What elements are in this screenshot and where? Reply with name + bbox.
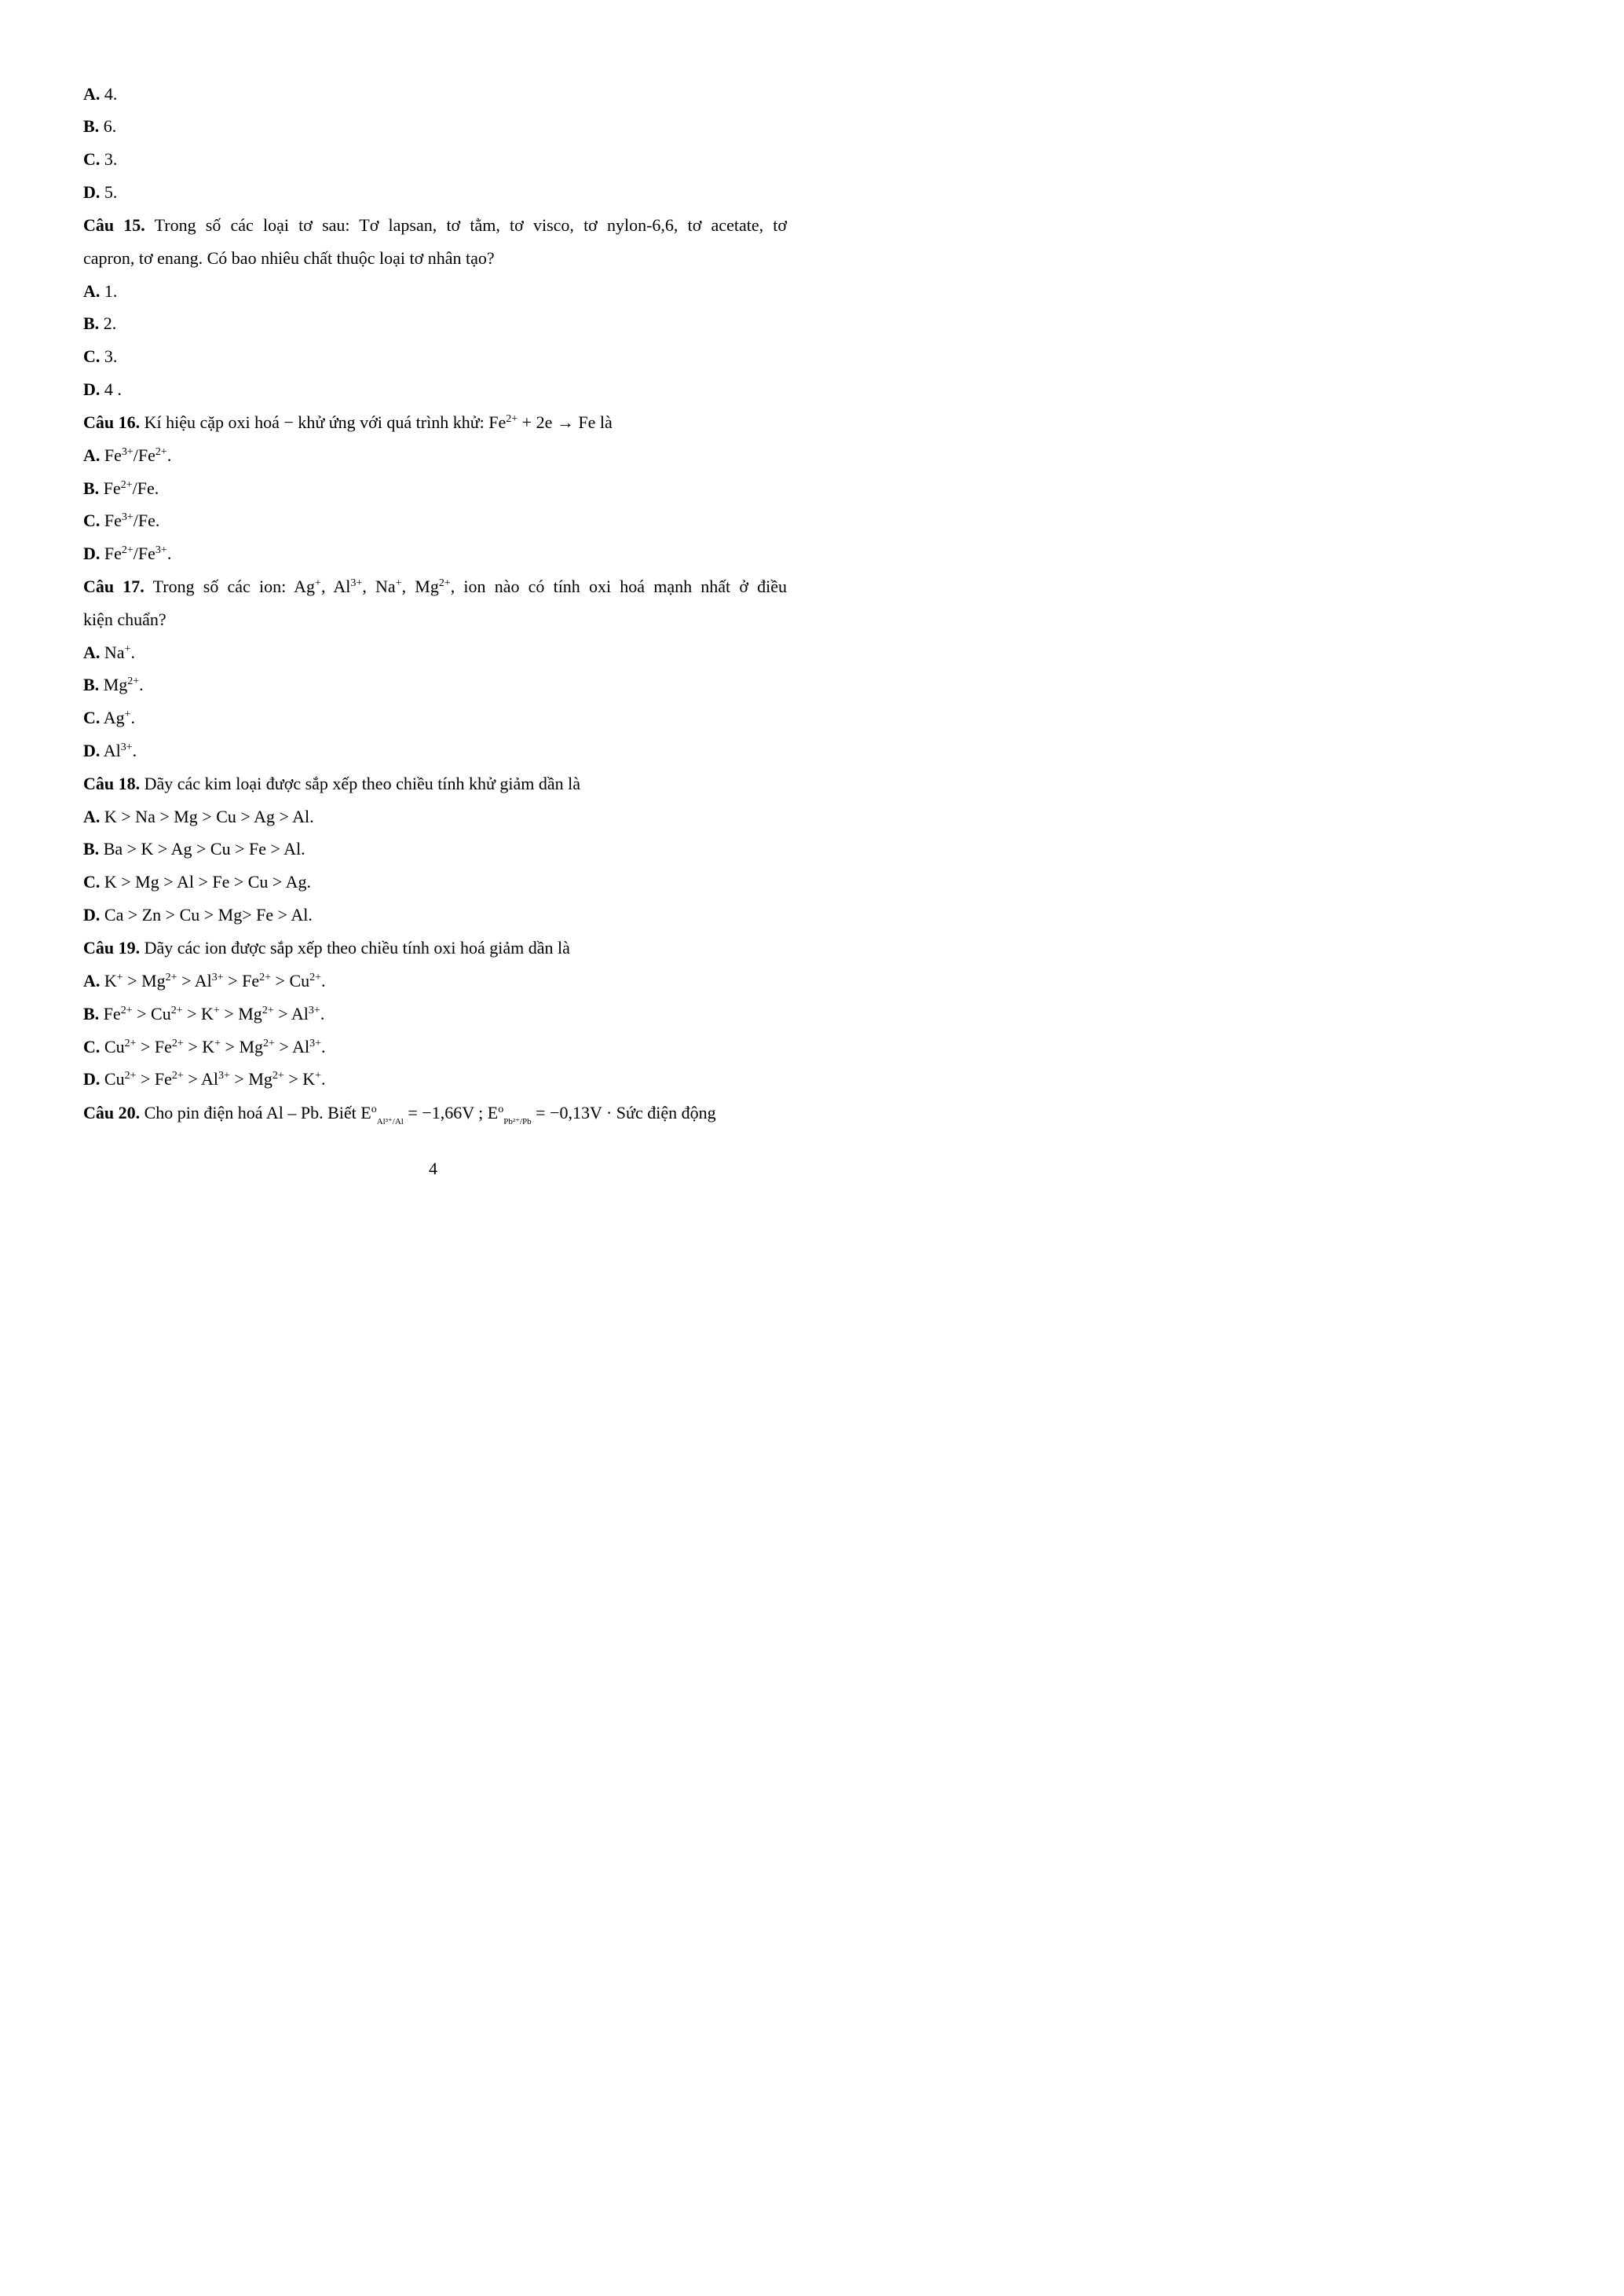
q17-option-c: C. Ag+. — [83, 708, 135, 727]
greater-than-sign: > — [219, 1004, 239, 1023]
ion-charge: 2+ — [263, 1038, 275, 1049]
ion-charge: 2+ — [262, 1005, 274, 1016]
ion-symbol: Mg — [248, 1069, 272, 1089]
ion-sequence — [104, 1069, 326, 1089]
q16-option-d: D. $Fe^{2+}/Fe^{3+}$. — [83, 544, 172, 563]
q19-option-d: D. $Cu^{2+} > Fe^{2+} > Al^{3+} > Mg^{2+} > K^+$. — [83, 1069, 326, 1089]
ion-charge: 2+ — [124, 1038, 137, 1049]
electrode-potential-al: $E^o_{Al^{3+}/Al}$ — [360, 1103, 404, 1126]
q17-question-line2: kiện chuẩn? — [83, 610, 166, 629]
ion-sequence — [104, 1037, 326, 1056]
ion-symbol: Cu — [104, 1069, 125, 1089]
ion-charge: + — [315, 1070, 322, 1082]
q19-option-a: A. $K^+ > Mg^{2+} > Al^{3+} > Fe^{2+} > Cu^{2+}$. — [83, 971, 326, 991]
ion-charge: 3+ — [218, 1070, 230, 1082]
q16-question: Câu 16. Kí hiệu cặp oxi hoá − khử ứng với quá trình khử: $Fe^{2+} + 2e \to Fe$ là — [83, 412, 613, 432]
ion-charge: 2+ — [272, 1070, 284, 1082]
ion-symbol: Fe — [154, 1037, 172, 1056]
ion-charge: 2+ — [309, 972, 322, 983]
q14-option-c: C. 3. — [83, 149, 118, 169]
ion-symbol: Al — [292, 1037, 310, 1056]
q15-option-b: B. 2. — [83, 313, 117, 333]
q18-option-b: B. Ba > K > Ag > Cu > Fe > Al. — [83, 839, 305, 859]
ion-symbol: Al — [194, 971, 212, 991]
ion-charge: 2+ — [171, 1038, 184, 1049]
ion-charge: 3+ — [308, 1005, 320, 1016]
ion-symbol: Mg — [239, 1037, 264, 1056]
ion-symbol: K — [202, 1037, 215, 1056]
greater-than-sign: > — [273, 1004, 291, 1023]
q19-option-b: B. $Fe^{2+} > Cu^{2+} > K^+ > Mg^{2+} > Al^{3+}$. — [83, 1004, 325, 1023]
ion-charge: 2+ — [259, 972, 272, 983]
q18-question: Câu 18. Dãy các kim loại được sắp xếp theo chiều tính khử giảm dần là — [83, 774, 580, 793]
q18-option-c: C. K > Mg > Al > Fe > Cu > Ag. — [83, 872, 312, 892]
greater-than-sign: > — [274, 1037, 293, 1056]
ion-charge: 2+ — [165, 972, 177, 983]
greater-than-sign: > — [271, 971, 290, 991]
ion-symbol: K — [104, 971, 117, 991]
ion-symbol: Fe — [103, 1004, 121, 1023]
ion-symbol: K — [302, 1069, 316, 1089]
q17-option-d: D. $Al^{3+}$. — [83, 741, 137, 760]
ion-symbol: Mg — [238, 1004, 262, 1023]
greater-than-sign: > — [136, 1069, 155, 1089]
q17-option-a: A. Na+. — [83, 643, 135, 662]
q14-option-d: D. 5. — [83, 182, 118, 202]
ion-charge: + — [213, 1005, 220, 1016]
ion-symbol: Mg — [141, 971, 166, 991]
greater-than-sign: > — [183, 1069, 202, 1089]
greater-than-sign: > — [182, 1004, 202, 1023]
ion-charge: 2+ — [171, 1070, 184, 1082]
ion-symbol: Cu — [289, 971, 310, 991]
period: . — [320, 1004, 325, 1023]
period: . — [321, 1069, 326, 1089]
ion-symbol: Al — [201, 1069, 219, 1089]
ion-charge: 2+ — [124, 1070, 137, 1082]
greater-than-sign: > — [123, 971, 142, 991]
q15-option-c: C. 3. — [83, 346, 118, 366]
ion-symbol: Fe — [242, 971, 260, 991]
q19-question: Câu 19. Dãy các ion được sắp xếp theo chiều tính oxi hoá giảm dần là — [83, 938, 570, 958]
q15-question-line1: Câu 15. Trong số các loại tơ sau: Tơ lapsan, tơ tằm, tơ visco, tơ nylon-6,6, tơ acetate, tơ — [83, 215, 788, 235]
q15-question-line2: capron, tơ enang. Có bao nhiêu chất thuộc loại tơ nhân tạo? — [83, 248, 495, 268]
period: . — [321, 1037, 326, 1056]
greater-than-sign: > — [283, 1069, 303, 1089]
q18-option-d: D. Ca > Zn > Cu > Mg> Fe > Al. — [83, 905, 313, 925]
q14-option-b: B. 6. — [83, 116, 117, 136]
period: . — [321, 971, 326, 991]
page-number: 4 — [429, 1159, 437, 1178]
ion-charge: 3+ — [211, 972, 224, 983]
ion-sequence — [104, 971, 326, 991]
ion-charge: 2+ — [170, 1005, 183, 1016]
ion-symbol: Al — [291, 1004, 309, 1023]
q19-option-c: C. $Cu^{2+} > Fe^{2+} > K^+ > Mg^{2+} > Al^{3+}$. — [83, 1037, 326, 1056]
q17-option-b: B. $Mg^{2+}$. — [83, 675, 144, 694]
q17-question-line1: Câu 17. Trong số các ion: Ag+, $Al^{3+}$, Na+, $Mg^{2+}$, ion nào có tính oxi hoá mạnh nhất ở điều — [83, 577, 788, 596]
ion-charge: 2+ — [120, 1005, 133, 1016]
ion-charge: + — [116, 972, 123, 983]
ion-symbol: K — [201, 1004, 214, 1023]
greater-than-sign: > — [223, 971, 243, 991]
greater-than-sign: > — [177, 971, 195, 991]
greater-than-sign: > — [183, 1037, 203, 1056]
electrode-potential-pb: $E^o_{Pb^{2+}/Pb}$ — [487, 1103, 532, 1126]
greater-than-sign: > — [229, 1069, 249, 1089]
greater-than-sign: > — [221, 1037, 240, 1056]
ion-symbol: Cu — [151, 1004, 171, 1023]
ion-charge: + — [214, 1038, 221, 1049]
document-page — [0, 0, 866, 1225]
ion-charge: 3+ — [309, 1038, 322, 1049]
greater-than-sign: > — [132, 1004, 152, 1023]
q16-option-c: C. $Fe^{3+}/Fe$. — [83, 511, 160, 530]
q16-option-a: A. $Fe^{3+}/Fe^{2+}$. — [83, 445, 172, 465]
q15-option-a: A. 1. — [83, 281, 118, 301]
q20-question: Câu 20. Cho pin điện hoá Al – Pb. Biết $E^o_{Al^{3+}/Al} = -1,66V$ ; $E^o_{Pb^{2+}/Pb} = -0,13V$ · Sức điện động — [83, 1103, 716, 1126]
ion-symbol: Cu — [104, 1037, 125, 1056]
q16-option-b: B. $Fe^{2+}/Fe$. — [83, 478, 159, 498]
greater-than-sign: > — [136, 1037, 155, 1056]
q14-option-a: A. 4. — [83, 84, 118, 104]
q18-option-a: A. K > Na > Mg > Cu > Ag > Al. — [83, 807, 314, 826]
ion-sequence — [104, 1004, 325, 1023]
q15-option-d: D. 4 . — [83, 379, 122, 399]
ion-symbol: Fe — [154, 1069, 172, 1089]
